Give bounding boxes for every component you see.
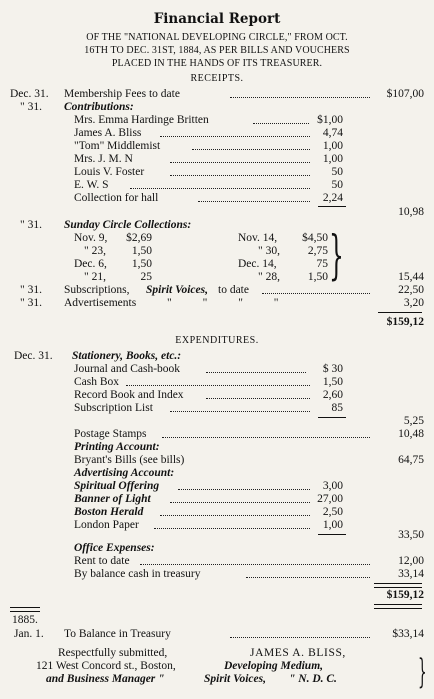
advertising-amount: 1,00 <box>322 519 343 531</box>
leader-dots <box>140 555 370 565</box>
leader-dots <box>178 480 310 490</box>
sunday-amount-right: 2,75 <box>307 245 328 257</box>
advertisements-date: " 31. <box>20 297 42 309</box>
sunday-amount-right: $4,50 <box>302 232 328 244</box>
contribution-item <box>0 140 434 153</box>
leader-dots <box>246 568 370 578</box>
total-double-rule <box>374 583 422 588</box>
contribution-name: "Tom" Middlemist <box>74 140 161 152</box>
sunday-date-left: Nov. 9, <box>74 232 108 244</box>
receipts-total-row <box>0 316 434 329</box>
printing-label: Bryant's Bills (see bills) <box>74 454 185 466</box>
contributions-heading-row <box>0 101 434 114</box>
sunday-date-left: " 23, <box>84 245 106 257</box>
sunday-date-right: Dec. 14, <box>238 258 277 270</box>
contribution-amount: $1,00 <box>317 114 343 126</box>
advertising-name: London Paper <box>74 519 139 531</box>
contribution-item <box>0 114 434 127</box>
office-item <box>0 568 434 581</box>
signature-publication: Spirit Voices, <box>204 673 266 685</box>
stationery-total: 5,25 <box>403 415 424 427</box>
postage-amount: 10,48 <box>398 428 424 440</box>
balance-year-row <box>0 614 434 627</box>
contribution-name: Collection for hall <box>74 192 159 204</box>
balance-row <box>0 628 434 641</box>
stationery-amount: 1,50 <box>322 376 343 388</box>
leader-dots <box>230 88 370 98</box>
stationery-amount: 2,60 <box>322 389 343 401</box>
signature-line-1 <box>0 647 434 660</box>
membership-row <box>0 88 434 101</box>
advertising-name: Banner of Light <box>74 493 151 505</box>
contribution-item <box>0 192 434 205</box>
signature-org: " N. D. C. <box>289 673 337 685</box>
stationery-amount: $ 30 <box>322 363 343 375</box>
sunday-heading: Sunday Circle Collections: <box>64 219 192 231</box>
sunday-amount-left: 1,50 <box>131 245 152 257</box>
stationery-amount: 85 <box>331 402 343 414</box>
expenditures-total: $159,12 <box>386 589 424 601</box>
printing-amount: 64,75 <box>398 454 424 466</box>
balance-label: To Balance in Treasury <box>64 628 171 640</box>
contribution-name: E. W. S <box>74 179 109 191</box>
stationery-item <box>0 363 434 376</box>
subscriptions-publication: Spirit Voices, <box>146 284 208 296</box>
stationery-name: Cash Box <box>74 376 120 388</box>
sunday-date-right: Nov. 14, <box>238 232 278 244</box>
contributions-total-row <box>0 206 434 219</box>
subscriptions-label: Subscriptions, <box>64 284 130 296</box>
office-name: Rent to date <box>74 555 130 567</box>
printing-heading: Printing Account: <box>74 441 160 453</box>
contribution-item <box>0 166 434 179</box>
signature-brace: } <box>418 652 427 692</box>
stationery-total-row <box>0 415 434 428</box>
contributions-total: 10,98 <box>398 206 424 218</box>
year-double-rule <box>10 607 40 612</box>
balance-year: 1885. <box>12 614 38 626</box>
sunday-total: 15,44 <box>398 271 424 283</box>
signature-submitted: Respectfully submitted, <box>58 647 168 659</box>
report-title: Financial Report <box>153 11 281 27</box>
advertising-total-row <box>0 529 434 542</box>
advertising-name: Spiritual Offering <box>74 480 160 492</box>
leader-dots <box>170 153 310 163</box>
advertising-item <box>0 506 434 519</box>
subscriptions-date: " 31. <box>20 284 42 296</box>
advertising-amount: 2,50 <box>322 506 343 518</box>
intro-line-2: 16TH TO DEC. 31ST, 1884, AS PER BILLS AND VOUCHERS <box>84 45 350 56</box>
advertising-heading: Advertising Account: <box>74 467 175 479</box>
advertising-name: Boston Herald <box>74 506 144 518</box>
contribution-name: Louis V. Foster <box>74 166 145 178</box>
advertising-item <box>0 480 434 493</box>
advertising-total: 33,50 <box>398 529 424 541</box>
sunday-date-left: Dec. 6, <box>74 258 107 270</box>
leader-dots <box>230 628 370 638</box>
sunday-amount-left: $2,69 <box>126 232 152 244</box>
leader-dots <box>130 179 310 189</box>
advertising-heading-row <box>0 467 434 480</box>
sunday-row <box>0 258 434 271</box>
signature-line-2 <box>0 660 434 673</box>
sunday-heading-row <box>0 219 434 232</box>
leader-dots <box>170 166 310 176</box>
office-item <box>0 555 434 568</box>
contribution-amount: 50 <box>331 166 343 178</box>
leader-dots <box>162 428 370 438</box>
stationery-name: Subscription List <box>74 402 153 414</box>
sunday-row <box>0 245 434 258</box>
total-double-rule <box>374 604 422 609</box>
office-heading-row <box>0 542 434 555</box>
stationery-item <box>0 402 434 415</box>
advertising-item <box>0 493 434 506</box>
advertising-amount: 3,00 <box>322 480 343 492</box>
contribution-amount: 4,74 <box>322 127 343 139</box>
advertisements-label: Advertisements " " " " <box>64 297 279 309</box>
subscriptions-amount: 22,50 <box>398 284 424 296</box>
signature-address: 121 West Concord st., Boston, <box>36 660 176 672</box>
subscriptions-row <box>0 284 434 297</box>
contribution-item <box>0 153 434 166</box>
office-amount: 12,00 <box>398 555 424 567</box>
contribution-amount: 1,00 <box>322 140 343 152</box>
leader-dots <box>262 284 370 294</box>
sunday-date-left: " 21, <box>84 271 106 283</box>
sunday-total-row <box>0 271 434 284</box>
office-heading: Office Expenses: <box>74 542 155 554</box>
balance-date: Jan. 1. <box>14 628 44 640</box>
expenditures-date: Dec. 31. <box>14 350 53 362</box>
intro-line-1: OF THE "NATIONAL DEVELOPING CIRCLE," FROM OCT. <box>86 32 348 43</box>
sunday-amount-right: 75 <box>316 258 328 270</box>
sunday-brace: } <box>329 226 344 286</box>
advertising-amount: 27,00 <box>317 493 343 505</box>
intro-line-3: PLACED IN THE HANDS OF ITS TREASURER. <box>111 58 323 69</box>
printing-row <box>0 454 434 467</box>
stationery-heading: Stationery, Books, etc.: <box>72 350 182 362</box>
office-amount: 33,14 <box>398 568 424 580</box>
stationery-name: Journal and Cash-book <box>74 363 181 375</box>
expenditures-total-row <box>0 589 434 602</box>
printing-heading-row <box>0 441 434 454</box>
total-rule <box>378 312 422 313</box>
contributions-date: " 31. <box>20 101 42 113</box>
receipts-heading: RECEIPTS. <box>190 73 244 84</box>
contribution-amount: 1,00 <box>322 153 343 165</box>
sunday-date: " 31. <box>20 219 42 231</box>
receipts-total: $159,12 <box>386 316 424 328</box>
sunday-amount-left: 1,50 <box>131 258 152 270</box>
membership-amount: $107,00 <box>386 88 424 100</box>
leader-dots <box>170 402 310 412</box>
sunday-amount-left: 25 <box>140 271 152 283</box>
leader-dots <box>154 519 310 529</box>
stationery-item <box>0 376 434 389</box>
stationery-heading-row <box>0 350 434 363</box>
subscriptions-suffix: to date <box>218 284 249 296</box>
leader-dots <box>160 127 310 137</box>
sunday-row <box>0 232 434 245</box>
postage-row <box>0 428 434 441</box>
leader-dots <box>206 363 306 373</box>
signature-line-3 <box>0 673 434 686</box>
signature-title: and Business Manager " <box>46 673 165 685</box>
leader-dots <box>160 506 310 516</box>
membership-date: Dec. 31. <box>10 88 49 100</box>
stationery-item <box>0 389 434 402</box>
stationery-name: Record Book and Index <box>74 389 184 401</box>
sunday-amount-right: 1,50 <box>307 271 328 283</box>
signature-role: Developing Medium, <box>224 660 324 672</box>
contribution-name: Mrs. J. M. N <box>74 153 133 165</box>
leader-dots <box>170 493 310 503</box>
office-name: By balance cash in treasury <box>74 568 201 580</box>
contribution-item <box>0 179 434 192</box>
balance-amount: $33,14 <box>392 628 424 640</box>
contributions-heading: Contributions: <box>64 101 134 113</box>
contribution-amount: 50 <box>331 179 343 191</box>
contribution-amount: 2,24 <box>322 192 343 204</box>
sunday-date-right: " 28, <box>258 271 280 283</box>
contribution-name: Mrs. Emma Hardinge Britten <box>74 114 209 126</box>
sunday-date-right: " 30, <box>258 245 280 257</box>
contribution-name: James A. Bliss <box>74 127 142 139</box>
expenditures-heading: EXPENDITURES. <box>175 335 259 346</box>
advertisements-amount: 3,20 <box>403 297 424 309</box>
postage-label: Postage Stamps <box>74 428 147 440</box>
membership-label: Membership Fees to date <box>64 88 180 100</box>
signature-name: JAMES A. BLISS, <box>250 647 346 659</box>
leader-dots <box>126 376 310 386</box>
advertisements-row <box>0 297 434 310</box>
contribution-item <box>0 127 434 140</box>
